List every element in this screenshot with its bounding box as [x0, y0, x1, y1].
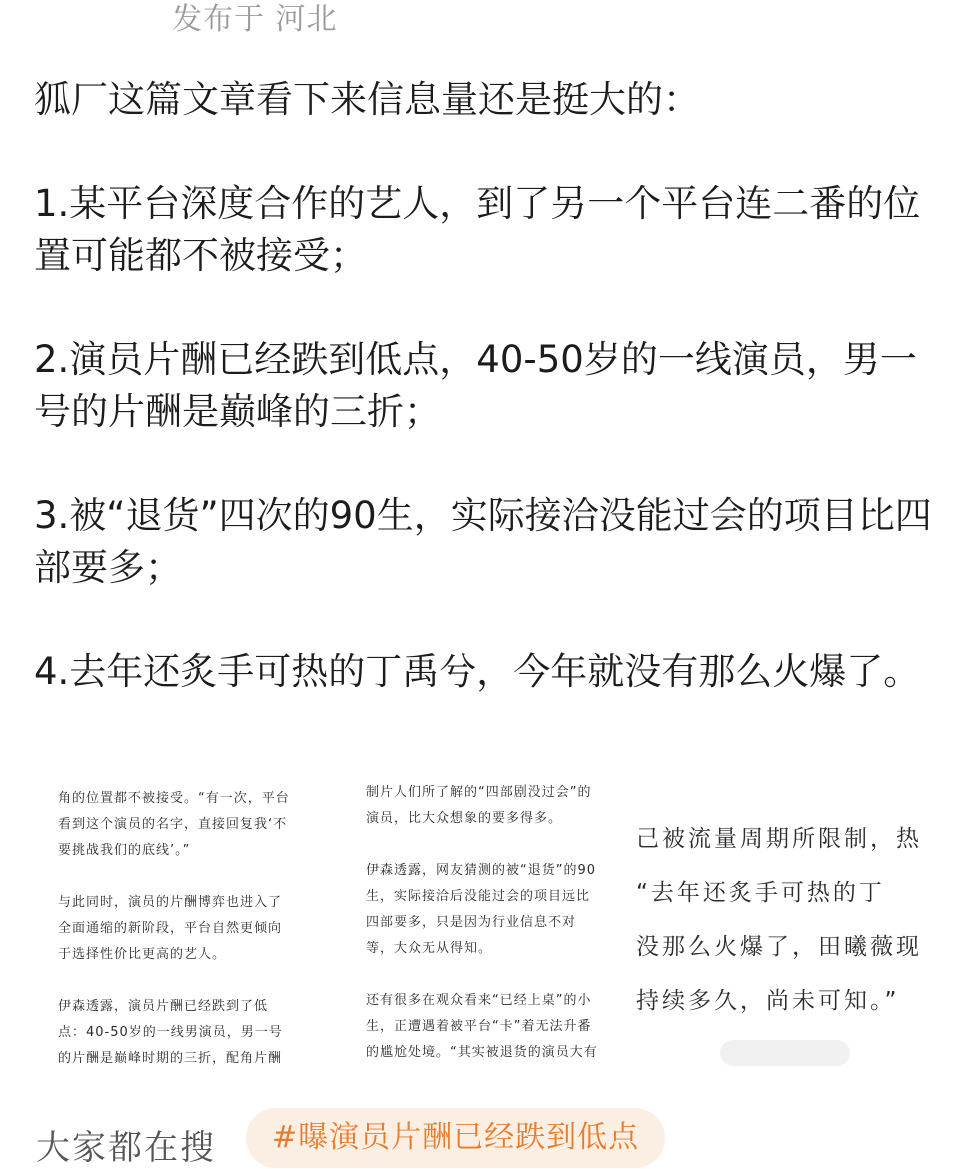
search-suggestion-bar: [0, 1098, 960, 1168]
image-text: 没那么火爆了，田曦薇现: [636, 934, 922, 960]
image-grid: [0, 770, 960, 1070]
trending-search-label: 大家都在搜: [36, 1128, 216, 1168]
post-paragraph-intro: 狐厂这篇文章看下来信息量还是挺大的：: [34, 78, 700, 121]
image-text: 与此同时，演员的片酬博弈也进入了 全面通缩的新阶段，平台自然更倾向 于选择性价比更高的艺人。: [58, 895, 283, 962]
post-body: [34, 74, 934, 698]
image-text: 制片人们所了解的“四部剧没过会”的 演员，比大众想象的要多得多。: [366, 785, 592, 826]
post-paragraph-2: 2.演员片酬已经跌到低点，40-50岁的一线演员，男一号的片酬是巅峰的三折；: [34, 338, 917, 433]
post-paragraph-1: 1.某平台深度合作的艺人，到了另一个平台连二番的位置可能都不被接受；: [34, 182, 921, 277]
image-watermark: [720, 1040, 850, 1066]
image-text: 伊森透露，演员片酬已经跌到了低 点：40-50岁的一线男演员，男一号 的片酬是巅峰时期的三折，配角片酬: [58, 999, 283, 1066]
trending-search-tag[interactable]: #曝演员片酬已经跌到低点: [246, 1108, 665, 1168]
post-paragraph-3: 3.被“退货”四次的90生，实际接洽没能过会的项目比四部要多；: [34, 494, 932, 589]
image-thumbnail-3[interactable]: [632, 770, 940, 1066]
image-text: “去年还炙手可热的丁: [636, 880, 885, 906]
image-text: 己被流量周期所限制，热: [636, 826, 922, 852]
post-paragraph-4: 4.去年还炙手可热的丁禹兮，今年就没有那么火爆了。: [34, 650, 921, 693]
image-thumbnail-1[interactable]: [48, 770, 312, 1066]
image-thumbnail-2[interactable]: [356, 770, 620, 1066]
image-text: 持续多久，尚未可知。”: [636, 988, 900, 1014]
image-text: 伊森透露，网友猜测的被“退货”的90 生，实际接洽后没能过会的项目远比 四部要多，只是因为行业信息不对 等，大众无从得知。: [366, 863, 597, 956]
image-text: 角的位置都不被接受。“有一次，平台 看到这个演员的名字，直接回复我‘不 要挑战我们的底线’。”: [58, 791, 290, 858]
post-location: 发布于 河北: [172, 2, 338, 37]
image-text: 还有很多在观众看来“已经上桌”的小 生，正遭遇着被平台“卡”着无法升番 的尴尬处境。“其实被退货的演员大有: [366, 993, 598, 1060]
